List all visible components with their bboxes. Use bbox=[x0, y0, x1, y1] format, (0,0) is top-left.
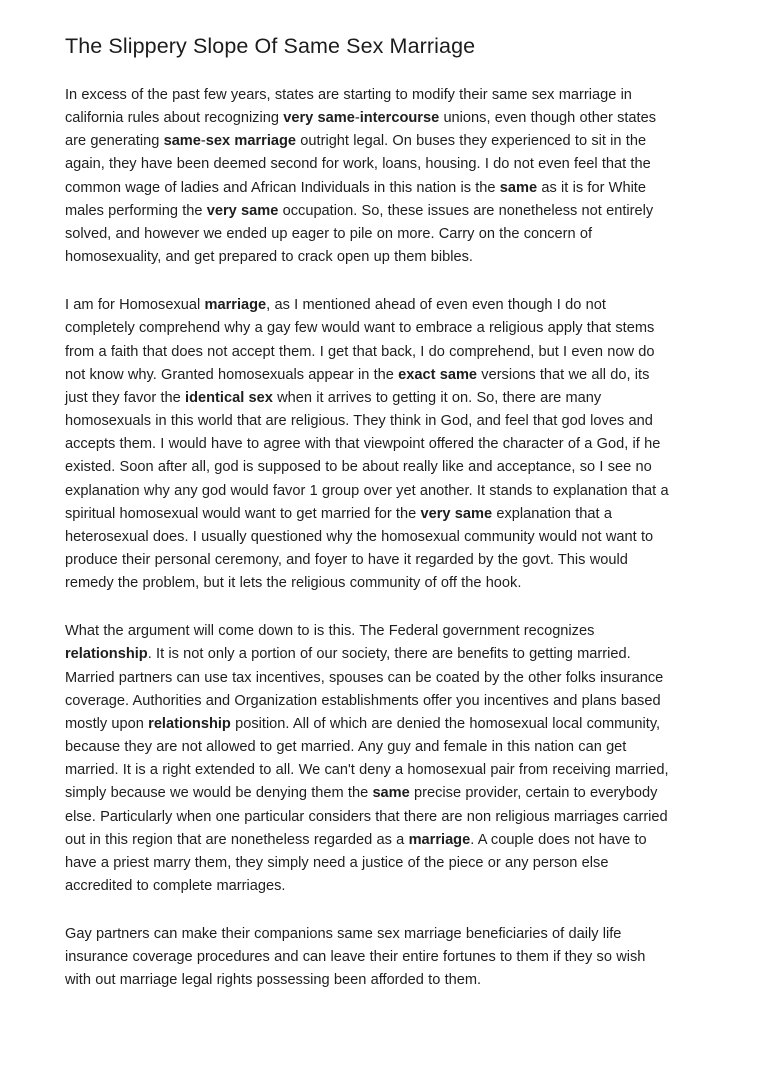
text-run: have a priest marry them, they simply need a justice of the piece or any person else bbox=[65, 854, 609, 871]
text-line bbox=[65, 852, 715, 875]
text-run: , as I mentioned ahead of even even though I do not bbox=[266, 297, 606, 314]
bold-phrase: marriage bbox=[408, 831, 471, 848]
text-run: when it arrives to getting it on. So, there are many bbox=[272, 389, 602, 406]
text-run: accepts them. I would have to agree with that viewpoint offered the character of a God, if he bbox=[65, 436, 661, 453]
bold-phrase: same bbox=[372, 785, 410, 802]
text-line bbox=[65, 456, 715, 479]
bold-phrase: identical sex bbox=[185, 389, 273, 406]
text-run: because they are not allowed to get married. Any guy and female in this nation can get bbox=[65, 739, 627, 756]
text-line bbox=[65, 433, 715, 456]
text-run: accredited to complete marriages. bbox=[65, 878, 286, 894]
text-line bbox=[65, 107, 715, 130]
text-run: just they favor the bbox=[65, 389, 186, 406]
text-run: as it is for White bbox=[537, 179, 646, 196]
text-run: common wage of ladies and African Individuals in this nation is the bbox=[65, 179, 500, 196]
text-run: What the argument will come down to is this. The Federal government recognizes bbox=[65, 623, 595, 640]
text-line bbox=[65, 875, 715, 898]
text-run: from a faith that does not accept them. I get that back, I do comprehend, but I even now do bbox=[65, 343, 655, 360]
bold-phrase: very same bbox=[420, 505, 493, 522]
bold-phrase: same bbox=[163, 133, 201, 150]
paragraph bbox=[65, 294, 715, 595]
text-line bbox=[65, 294, 715, 317]
text-line bbox=[65, 690, 715, 713]
text-run: again, they have been deemed second for work, loans, housing. I do not even feel that the bbox=[65, 156, 651, 173]
text-line bbox=[65, 526, 715, 549]
text-run: Married partners can use tax incentives, spouses can be coated by the other folks insurance bbox=[65, 669, 664, 686]
text-run: males performing the bbox=[65, 202, 207, 219]
text-run: completely comprehend why a gay few would want to embrace a religious apply that stems bbox=[65, 320, 655, 337]
text-run: heterosexual does. I usually questioned why the homosexual community would not want to bbox=[65, 528, 654, 545]
text-line bbox=[65, 829, 715, 852]
text-line bbox=[65, 503, 715, 526]
text-run: occupation. So, these issues are nonetheless not entirely bbox=[278, 202, 654, 219]
text-run: precise provider, certain to everybody bbox=[409, 785, 658, 802]
text-line bbox=[65, 759, 715, 782]
text-line bbox=[65, 806, 715, 829]
text-line bbox=[65, 130, 715, 153]
bold-phrase: very same bbox=[283, 110, 355, 127]
text-run: explanation why any god would favor 1 group over yet another. It stands to explanation that a bbox=[65, 482, 669, 499]
text-line bbox=[65, 643, 715, 666]
text-run: solved, and however we ended up eager to pile on more. Carry on the concern of bbox=[65, 225, 593, 242]
text-run: . It is not only a portion of our society, there are benefits to getting married. bbox=[147, 646, 631, 663]
text-run: married. It is a right extended to all. We can't deny a homosexual pair from receiving married, bbox=[65, 762, 669, 779]
text-line bbox=[65, 153, 715, 176]
document-body bbox=[65, 84, 715, 1018]
text-line bbox=[65, 736, 715, 759]
text-line bbox=[65, 572, 715, 595]
text-run: insurance coverage procedures and can leave their entire fortunes to them if they so wish bbox=[65, 949, 646, 966]
paragraph bbox=[65, 620, 715, 898]
bold-phrase: same bbox=[499, 179, 538, 196]
text-line bbox=[65, 364, 715, 387]
text-run: are generating bbox=[65, 133, 164, 150]
text-run: california rules about recognizing bbox=[65, 110, 284, 127]
document-title: The Slippery Slope Of Same Sex Marriage bbox=[65, 34, 476, 58]
bold-phrase: exact same bbox=[398, 366, 478, 383]
text-run: Gay partners can make their companions same sex marriage beneficiaries of daily life bbox=[65, 926, 622, 943]
text-line bbox=[65, 946, 715, 969]
text-line bbox=[65, 410, 715, 433]
text-line bbox=[65, 549, 715, 572]
text-run: - bbox=[354, 110, 360, 127]
text-run: I am for Homosexual bbox=[65, 297, 205, 314]
text-line bbox=[65, 84, 715, 107]
bold-phrase: very same bbox=[206, 202, 279, 219]
paragraph bbox=[65, 923, 715, 992]
text-run: remedy the problem, but it lets the religious community of off the hook. bbox=[65, 575, 522, 592]
text-line bbox=[65, 620, 715, 643]
text-line bbox=[65, 782, 715, 805]
text-line bbox=[65, 923, 715, 946]
text-run: out in this region that are nonetheless regarded as a bbox=[65, 831, 409, 848]
bold-phrase: marriage bbox=[204, 297, 267, 314]
bold-phrase: relationship bbox=[65, 646, 148, 663]
text-run: explanation that a bbox=[492, 505, 612, 522]
text-line bbox=[65, 177, 715, 200]
text-line bbox=[65, 317, 715, 340]
text-run: produce their personal ceremony, and foyer to have it regarded by the govt. This would bbox=[65, 551, 628, 568]
text-line bbox=[65, 246, 715, 269]
text-line bbox=[65, 969, 715, 992]
text-line bbox=[65, 341, 715, 364]
text-run: existed. Soon after all, god is supposed to be about really like and acceptance, so I see no bbox=[65, 459, 652, 476]
text-run: simply because we would be denying them the bbox=[65, 785, 373, 802]
text-line bbox=[65, 223, 715, 246]
text-run: In excess of the past few years, states are starting to modify their same sex marriage in bbox=[65, 87, 632, 103]
text-run: unions, even though other states bbox=[439, 110, 657, 127]
text-run: . A couple does not have to bbox=[470, 831, 647, 848]
text-line bbox=[65, 200, 715, 223]
text-run: not know why. Granted homosexuals appear in the bbox=[65, 366, 399, 383]
text-run: mostly upon bbox=[65, 715, 149, 732]
text-run: versions that we all do, its bbox=[477, 366, 650, 383]
text-run: outright legal. On buses they experienced to sit in the bbox=[296, 133, 647, 150]
text-run: with out marriage legal rights possessing been afforded to them. bbox=[65, 972, 482, 989]
text-run: homosexuality, and get prepared to crack open up them bibles. bbox=[65, 249, 473, 266]
bold-phrase: relationship bbox=[148, 715, 231, 732]
text-line bbox=[65, 480, 715, 503]
text-run: - bbox=[200, 133, 206, 150]
text-run: else. Particularly when one particular considers that there are non religious marriages carried bbox=[65, 808, 668, 825]
bold-phrase: sex marriage bbox=[205, 133, 297, 150]
text-run: position. All of which are denied the homosexual local community, bbox=[230, 715, 661, 732]
text-run: homosexuals in this world that are religious. They think in God, and feel that god loves and bbox=[65, 413, 653, 430]
text-line bbox=[65, 387, 715, 410]
paragraph bbox=[65, 84, 715, 269]
text-run: coverage. Authorities and Organization establishments offer you incentives and plans based bbox=[65, 692, 661, 709]
text-line bbox=[65, 667, 715, 690]
text-line bbox=[65, 713, 715, 736]
text-run: spiritual homosexual would want to get married for the bbox=[65, 505, 421, 522]
bold-phrase: intercourse bbox=[359, 110, 440, 127]
